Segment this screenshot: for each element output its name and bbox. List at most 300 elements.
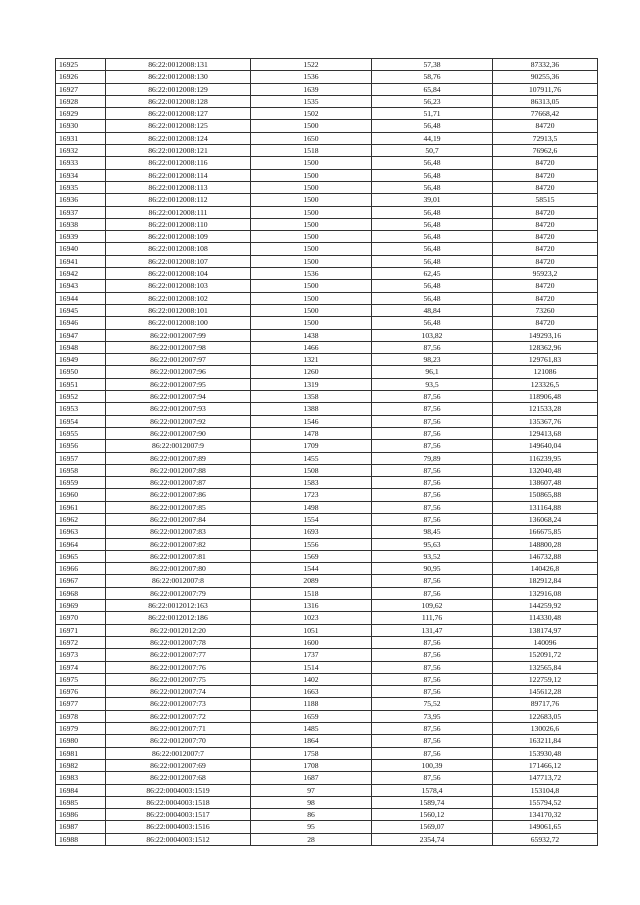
row-number-cell: 16978 [56, 710, 106, 722]
table-row [56, 550, 598, 562]
rate-cell: 87,56 [372, 587, 493, 599]
table-row [56, 538, 598, 550]
cadastral-number-cell: 86:22:0012007:68 [106, 772, 251, 784]
cadastral-number-cell: 86:22:0012008:108 [106, 243, 251, 255]
rate-cell: 87,56 [372, 464, 493, 476]
value-cell: 84720 [493, 206, 598, 218]
cadastral-number-cell: 86:22:0012012:163 [106, 600, 251, 612]
table-row [56, 108, 598, 120]
table-row [56, 440, 598, 452]
value-cell: 152091,72 [493, 649, 598, 661]
quantity-cell: 1536 [251, 71, 372, 83]
table-row [56, 317, 598, 329]
table-row [56, 292, 598, 304]
rate-cell: 87,56 [372, 723, 493, 735]
cadastral-number-cell: 86:22:0012008:107 [106, 255, 251, 267]
row-number-cell: 16976 [56, 686, 106, 698]
quantity-cell: 1544 [251, 563, 372, 575]
value-cell: 84720 [493, 231, 598, 243]
rate-cell: 87,56 [372, 341, 493, 353]
quantity-cell: 1758 [251, 747, 372, 759]
quantity-cell: 97 [251, 784, 372, 796]
row-number-cell: 16933 [56, 157, 106, 169]
rate-cell: 87,56 [372, 513, 493, 525]
rate-cell: 56,48 [372, 157, 493, 169]
table-row [56, 95, 598, 107]
cadastral-number-cell: 86:22:0012008:103 [106, 280, 251, 292]
rate-cell: 87,56 [372, 391, 493, 403]
row-number-cell: 16936 [56, 194, 106, 206]
table-row [56, 366, 598, 378]
quantity-cell: 1708 [251, 759, 372, 771]
value-cell: 149640,04 [493, 440, 598, 452]
quantity-cell: 1693 [251, 526, 372, 538]
table-row [56, 809, 598, 821]
table-row [56, 686, 598, 698]
table-row [56, 181, 598, 193]
table-row [56, 489, 598, 501]
rate-cell: 51,71 [372, 108, 493, 120]
cadastral-number-cell: 86:22:0012007:69 [106, 759, 251, 771]
quantity-cell: 1402 [251, 673, 372, 685]
quantity-cell: 1659 [251, 710, 372, 722]
value-cell: 73260 [493, 304, 598, 316]
cadastral-number-cell: 86:22:0004003:1519 [106, 784, 251, 796]
table-row [56, 649, 598, 661]
value-cell: 171466,12 [493, 759, 598, 771]
cadastral-number-cell: 86:22:0012007:81 [106, 550, 251, 562]
value-cell: 107911,76 [493, 83, 598, 95]
quantity-cell: 1500 [251, 194, 372, 206]
rate-cell: 93,5 [372, 378, 493, 390]
table-row [56, 600, 598, 612]
cadastral-number-cell: 86:22:0012008:112 [106, 194, 251, 206]
rate-cell: 48,84 [372, 304, 493, 316]
quantity-cell: 1466 [251, 341, 372, 353]
value-cell: 89717,76 [493, 698, 598, 710]
row-number-cell: 16971 [56, 624, 106, 636]
rate-cell: 90,95 [372, 563, 493, 575]
row-number-cell: 16981 [56, 747, 106, 759]
quantity-cell: 1687 [251, 772, 372, 784]
table-row [56, 833, 598, 845]
cadastral-number-cell: 86:22:0012007:77 [106, 649, 251, 661]
cadastral-number-cell: 86:22:0012012:20 [106, 624, 251, 636]
table-row [56, 796, 598, 808]
rate-cell: 57,38 [372, 59, 493, 71]
row-number-cell: 16968 [56, 587, 106, 599]
quantity-cell: 1358 [251, 391, 372, 403]
row-number-cell: 16951 [56, 378, 106, 390]
row-number-cell: 16972 [56, 636, 106, 648]
row-number-cell: 16926 [56, 71, 106, 83]
rate-cell: 98,45 [372, 526, 493, 538]
rate-cell: 87,56 [372, 673, 493, 685]
cadastral-number-cell: 86:22:0012008:128 [106, 95, 251, 107]
rate-cell: 87,56 [372, 440, 493, 452]
cadastral-number-cell: 86:22:0012007:76 [106, 661, 251, 673]
quantity-cell: 1438 [251, 329, 372, 341]
row-number-cell: 16985 [56, 796, 106, 808]
table-row [56, 255, 598, 267]
row-number-cell: 16979 [56, 723, 106, 735]
row-number-cell: 16937 [56, 206, 106, 218]
cadastral-number-cell: 86:22:0012008:101 [106, 304, 251, 316]
rate-cell: 79,89 [372, 452, 493, 464]
rate-cell: 56,48 [372, 292, 493, 304]
quantity-cell: 1500 [251, 292, 372, 304]
table-row [56, 747, 598, 759]
cadastral-number-cell: 86:22:0012007:97 [106, 354, 251, 366]
cadastral-number-cell: 86:22:0012007:98 [106, 341, 251, 353]
value-cell: 138174,97 [493, 624, 598, 636]
rate-cell: 56,48 [372, 317, 493, 329]
quantity-cell: 1500 [251, 169, 372, 181]
rate-cell: 87,56 [372, 427, 493, 439]
row-number-cell: 16965 [56, 550, 106, 562]
table-row [56, 145, 598, 157]
table-row [56, 304, 598, 316]
value-cell: 131164,88 [493, 501, 598, 513]
rate-cell: 87,56 [372, 489, 493, 501]
value-cell: 122683,05 [493, 710, 598, 722]
value-cell: 136068,24 [493, 513, 598, 525]
rate-cell: 56,48 [372, 169, 493, 181]
row-number-cell: 16958 [56, 464, 106, 476]
rate-cell: 100,39 [372, 759, 493, 771]
cadastral-number-cell: 86:22:0012007:84 [106, 513, 251, 525]
table-row [56, 427, 598, 439]
quantity-cell: 1522 [251, 59, 372, 71]
table-row [56, 575, 598, 587]
rate-cell: 1578,4 [372, 784, 493, 796]
cadastral-number-cell: 86:22:0012007:83 [106, 526, 251, 538]
table-row [56, 563, 598, 575]
rate-cell: 96,1 [372, 366, 493, 378]
rate-cell: 58,76 [372, 71, 493, 83]
row-number-cell: 16961 [56, 501, 106, 513]
cadastral-number-cell: 86:22:0012007:71 [106, 723, 251, 735]
value-cell: 182912,84 [493, 575, 598, 587]
table-row [56, 673, 598, 685]
table-row [56, 403, 598, 415]
row-number-cell: 16947 [56, 329, 106, 341]
row-number-cell: 16963 [56, 526, 106, 538]
rate-cell: 1560,12 [372, 809, 493, 821]
row-number-cell: 16941 [56, 255, 106, 267]
quantity-cell: 1023 [251, 612, 372, 624]
value-cell: 121086 [493, 366, 598, 378]
value-cell: 140426,8 [493, 563, 598, 575]
cadastral-number-cell: 86:22:0012007:88 [106, 464, 251, 476]
table-row [56, 341, 598, 353]
quantity-cell: 1260 [251, 366, 372, 378]
row-number-cell: 16954 [56, 415, 106, 427]
table-row [56, 624, 598, 636]
rate-cell: 95,63 [372, 538, 493, 550]
table-row [56, 206, 598, 218]
value-cell: 84720 [493, 243, 598, 255]
rate-cell: 1589,74 [372, 796, 493, 808]
cadastral-number-cell: 86:22:0012007:85 [106, 501, 251, 513]
value-cell: 84720 [493, 292, 598, 304]
table-row [56, 169, 598, 181]
row-number-cell: 16980 [56, 735, 106, 747]
rate-cell: 39,01 [372, 194, 493, 206]
value-cell: 132565,84 [493, 661, 598, 673]
quantity-cell: 1535 [251, 95, 372, 107]
table-row [56, 218, 598, 230]
value-cell: 84720 [493, 255, 598, 267]
row-number-cell: 16967 [56, 575, 106, 587]
quantity-cell: 1536 [251, 268, 372, 280]
value-cell: 144259,92 [493, 600, 598, 612]
value-cell: 72913,5 [493, 132, 598, 144]
table-row [56, 735, 598, 747]
rate-cell: 109,62 [372, 600, 493, 612]
row-number-cell: 16984 [56, 784, 106, 796]
quantity-cell: 1709 [251, 440, 372, 452]
row-number-cell: 16932 [56, 145, 106, 157]
row-number-cell: 16948 [56, 341, 106, 353]
value-cell: 77668,42 [493, 108, 598, 120]
value-cell: 153930,48 [493, 747, 598, 759]
cadastral-number-cell: 86:22:0012007:9 [106, 440, 251, 452]
row-number-cell: 16962 [56, 513, 106, 525]
cadastral-number-cell: 86:22:0012008:114 [106, 169, 251, 181]
quantity-cell: 1500 [251, 120, 372, 132]
value-cell: 149061,65 [493, 821, 598, 833]
table-row [56, 587, 598, 599]
table-row [56, 759, 598, 771]
row-number-cell: 16969 [56, 600, 106, 612]
cadastral-number-cell: 86:22:0012007:8 [106, 575, 251, 587]
row-number-cell: 16982 [56, 759, 106, 771]
cadastral-number-cell: 86:22:0004003:1518 [106, 796, 251, 808]
cadastral-number-cell: 86:22:0012008:102 [106, 292, 251, 304]
table-row [56, 526, 598, 538]
quantity-cell: 1188 [251, 698, 372, 710]
table-row [56, 83, 598, 95]
cadastral-number-cell: 86:22:0012007:79 [106, 587, 251, 599]
table-row [56, 821, 598, 833]
rate-cell: 75,52 [372, 698, 493, 710]
rate-cell: 56,48 [372, 231, 493, 243]
row-number-cell: 16950 [56, 366, 106, 378]
quantity-cell: 95 [251, 821, 372, 833]
row-number-cell: 16935 [56, 181, 106, 193]
value-cell: 90255,36 [493, 71, 598, 83]
quantity-cell: 1546 [251, 415, 372, 427]
row-number-cell: 16925 [56, 59, 106, 71]
rate-cell: 87,56 [372, 501, 493, 513]
value-cell: 84720 [493, 218, 598, 230]
row-number-cell: 16945 [56, 304, 106, 316]
row-number-cell: 16946 [56, 317, 106, 329]
quantity-cell: 1502 [251, 108, 372, 120]
value-cell: 84720 [493, 280, 598, 292]
quantity-cell: 1518 [251, 145, 372, 157]
quantity-cell: 1600 [251, 636, 372, 648]
cadastral-number-cell: 86:22:0012007:82 [106, 538, 251, 550]
value-cell: 84720 [493, 157, 598, 169]
row-number-cell: 16938 [56, 218, 106, 230]
quantity-cell: 1319 [251, 378, 372, 390]
row-number-cell: 16939 [56, 231, 106, 243]
rate-cell: 87,56 [372, 477, 493, 489]
value-cell: 132040,48 [493, 464, 598, 476]
quantity-cell: 1554 [251, 513, 372, 525]
row-number-cell: 16943 [56, 280, 106, 292]
value-cell: 118906,48 [493, 391, 598, 403]
rate-cell: 98,23 [372, 354, 493, 366]
quantity-cell: 1864 [251, 735, 372, 747]
cadastral-number-cell: 86:22:0012007:80 [106, 563, 251, 575]
value-cell: 155794,52 [493, 796, 598, 808]
value-cell: 84720 [493, 181, 598, 193]
quantity-cell: 1051 [251, 624, 372, 636]
row-number-cell: 16940 [56, 243, 106, 255]
quantity-cell: 1514 [251, 661, 372, 673]
cadastral-number-cell: 86:22:0012007:87 [106, 477, 251, 489]
row-number-cell: 16927 [56, 83, 106, 95]
cadastral-number-cell: 86:22:0012007:94 [106, 391, 251, 403]
table-row [56, 280, 598, 292]
table-row [56, 636, 598, 648]
cadastral-number-cell: 86:22:0012008:109 [106, 231, 251, 243]
rate-cell: 87,56 [372, 415, 493, 427]
cadastral-number-cell: 86:22:0012008:129 [106, 83, 251, 95]
cadastral-number-cell: 86:22:0004003:1517 [106, 809, 251, 821]
cadastral-number-cell: 86:22:0012007:86 [106, 489, 251, 501]
cadastral-number-cell: 86:22:0012007:74 [106, 686, 251, 698]
row-number-cell: 16973 [56, 649, 106, 661]
value-cell: 149293,16 [493, 329, 598, 341]
rate-cell: 103,82 [372, 329, 493, 341]
rate-cell: 56,23 [372, 95, 493, 107]
document-page [55, 58, 597, 846]
value-cell: 150865,88 [493, 489, 598, 501]
row-number-cell: 16960 [56, 489, 106, 501]
rate-cell: 65,84 [372, 83, 493, 95]
cadastral-number-cell: 86:22:0012007:96 [106, 366, 251, 378]
row-number-cell: 16955 [56, 427, 106, 439]
quantity-cell: 1498 [251, 501, 372, 513]
quantity-cell: 1321 [251, 354, 372, 366]
table-row [56, 723, 598, 735]
quantity-cell: 28 [251, 833, 372, 845]
rate-cell: 50,7 [372, 145, 493, 157]
table-row [56, 243, 598, 255]
table-row [56, 477, 598, 489]
value-cell: 58515 [493, 194, 598, 206]
rate-cell: 87,56 [372, 747, 493, 759]
quantity-cell: 1663 [251, 686, 372, 698]
quantity-cell: 1500 [251, 181, 372, 193]
row-number-cell: 16970 [56, 612, 106, 624]
table-row [56, 132, 598, 144]
rate-cell: 87,56 [372, 636, 493, 648]
rate-cell: 111,76 [372, 612, 493, 624]
table-row [56, 157, 598, 169]
rate-cell: 56,48 [372, 243, 493, 255]
row-number-cell: 16953 [56, 403, 106, 415]
table-row [56, 698, 598, 710]
quantity-cell: 1569 [251, 550, 372, 562]
quantity-cell: 1388 [251, 403, 372, 415]
row-number-cell: 16964 [56, 538, 106, 550]
value-cell: 84720 [493, 317, 598, 329]
row-number-cell: 16952 [56, 391, 106, 403]
row-number-cell: 16986 [56, 809, 106, 821]
row-number-cell: 16966 [56, 563, 106, 575]
cadastral-number-cell: 86:22:0012008:127 [106, 108, 251, 120]
value-cell: 86313,05 [493, 95, 598, 107]
value-cell: 138607,48 [493, 477, 598, 489]
value-cell: 135367,76 [493, 415, 598, 427]
value-cell: 129413,68 [493, 427, 598, 439]
cadastral-number-cell: 86:22:0012008:104 [106, 268, 251, 280]
table-row [56, 612, 598, 624]
quantity-cell: 1723 [251, 489, 372, 501]
quantity-cell: 1508 [251, 464, 372, 476]
cadastral-number-cell: 86:22:0012008:111 [106, 206, 251, 218]
rate-cell: 56,48 [372, 255, 493, 267]
rate-cell: 56,48 [372, 218, 493, 230]
table-row [56, 378, 598, 390]
rate-cell: 93,52 [372, 550, 493, 562]
row-number-cell: 16956 [56, 440, 106, 452]
quantity-cell: 86 [251, 809, 372, 821]
table-row [56, 784, 598, 796]
quantity-cell: 1500 [251, 157, 372, 169]
table-row [56, 120, 598, 132]
value-cell: 130026,6 [493, 723, 598, 735]
value-cell: 123326,5 [493, 378, 598, 390]
cadastral-number-cell: 86:22:0012007:78 [106, 636, 251, 648]
quantity-cell: 1500 [251, 255, 372, 267]
quantity-cell: 1639 [251, 83, 372, 95]
rate-cell: 87,56 [372, 772, 493, 784]
value-cell: 140096 [493, 636, 598, 648]
cadastral-number-cell: 86:22:0012008:113 [106, 181, 251, 193]
row-number-cell: 16929 [56, 108, 106, 120]
rate-cell: 87,56 [372, 575, 493, 587]
rate-cell: 2354,74 [372, 833, 493, 845]
row-number-cell: 16957 [56, 452, 106, 464]
rate-cell: 62,45 [372, 268, 493, 280]
quantity-cell: 1518 [251, 587, 372, 599]
cadastral-number-cell: 86:22:0004003:1516 [106, 821, 251, 833]
value-cell: 65932,72 [493, 833, 598, 845]
table-row [56, 710, 598, 722]
quantity-cell: 1478 [251, 427, 372, 439]
value-cell: 114330,48 [493, 612, 598, 624]
rate-cell: 56,48 [372, 280, 493, 292]
cadastral-number-cell: 86:22:0012007:73 [106, 698, 251, 710]
rate-cell: 87,56 [372, 661, 493, 673]
cadastral-number-cell: 86:22:0012008:110 [106, 218, 251, 230]
quantity-cell: 1500 [251, 231, 372, 243]
rate-cell: 56,48 [372, 181, 493, 193]
cadastral-number-cell: 86:22:0012007:93 [106, 403, 251, 415]
value-cell: 146732,88 [493, 550, 598, 562]
value-cell: 87332,36 [493, 59, 598, 71]
table-row [56, 354, 598, 366]
rate-cell: 131,47 [372, 624, 493, 636]
cadastral-number-cell: 86:22:0012012:186 [106, 612, 251, 624]
quantity-cell: 1650 [251, 132, 372, 144]
